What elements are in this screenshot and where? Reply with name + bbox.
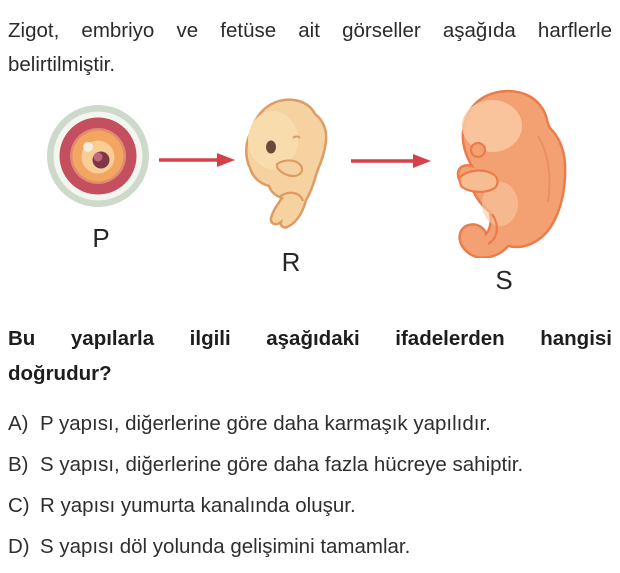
option-b[interactable] — [8, 451, 614, 479]
embryo-label: R — [281, 247, 301, 277]
question-line-1: Bu yapılarla ilgili aşağıdaki ifadelerden hangisi — [8, 327, 612, 350]
option-d-letter: D) — [8, 535, 30, 558]
zygote-icon — [46, 104, 150, 208]
option-a[interactable] — [8, 410, 614, 438]
arrow-icon — [156, 149, 236, 171]
arrow-icon — [348, 150, 432, 172]
question-stem — [8, 321, 612, 391]
fetus-illustration — [438, 86, 568, 258]
option-d-text: S yapısı döl yolunda gelişimini tamamlar. — [40, 535, 411, 558]
option-b-text: S yapısı, diğerlerine göre daha fazla hücreye sahiptir. — [40, 453, 524, 476]
option-d[interactable] — [8, 533, 614, 561]
intro-line-1: Zigot, embriyo ve fetüse ait görseller aşağıda harflerle — [8, 19, 612, 42]
option-c-letter: C) — [8, 494, 30, 517]
option-a-letter: A) — [8, 412, 29, 435]
option-c-text: R yapısı yumurta kanalında oluşur. — [40, 494, 356, 517]
option-b-letter: B) — [8, 453, 29, 476]
question-line-2: doğrudur? — [8, 362, 112, 385]
embryo-icon — [243, 96, 333, 231]
intro-line-2: belirtilmiştir. — [8, 53, 116, 76]
option-c[interactable] — [8, 492, 614, 520]
zygote-illustration — [46, 104, 150, 208]
development-figure — [0, 84, 620, 314]
fetus-icon — [438, 86, 568, 258]
intro-paragraph — [8, 14, 612, 82]
option-a-text: P yapısı, diğerlerine göre daha karmaşık yapılıdır. — [40, 412, 491, 435]
fetus-label: S — [495, 265, 513, 295]
embryo-illustration — [243, 96, 333, 231]
zygote-label: P — [92, 223, 110, 253]
